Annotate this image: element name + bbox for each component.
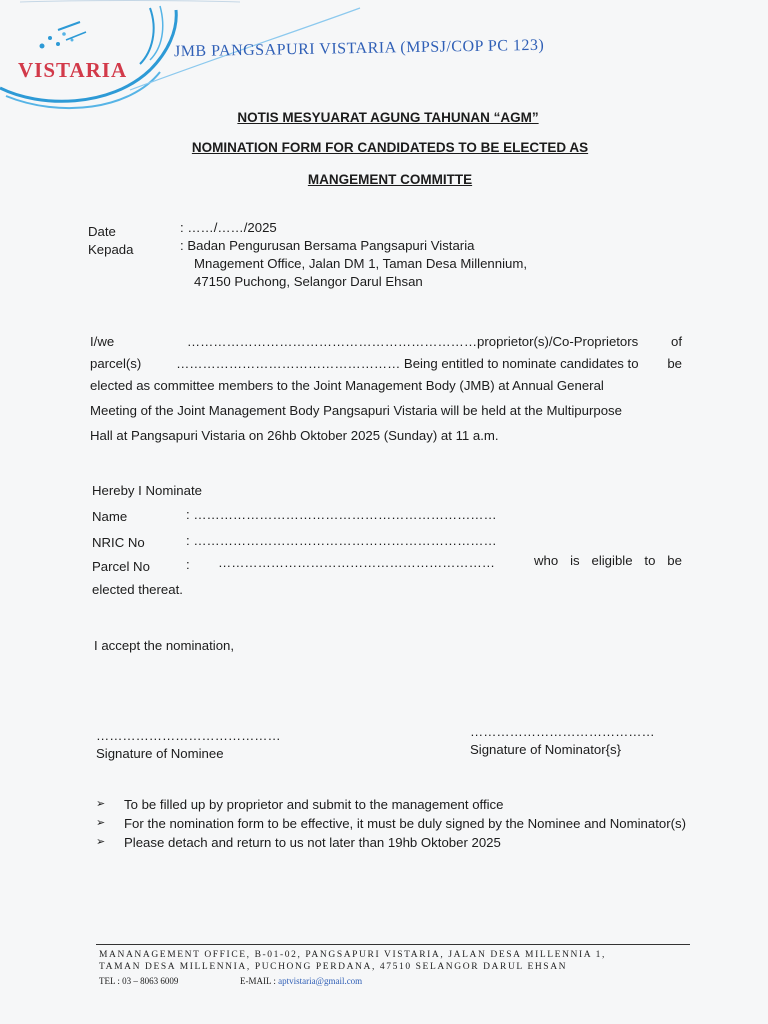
- nominate-intro: Hereby I Nominate: [92, 483, 202, 498]
- footer-divider: [96, 944, 690, 945]
- of-word: of: [670, 334, 682, 349]
- recipient-line-3: 47150 Puchong, Selangor Darul Ehsan: [194, 274, 423, 289]
- arrow-bullet-icon: ➢: [96, 817, 106, 829]
- kepada-label: Kepada: [88, 242, 134, 257]
- eligible-word-2: is: [570, 553, 580, 568]
- paragraph-line-1: [90, 334, 682, 349]
- nominee-signature-line: ……………………………………: [96, 728, 281, 743]
- eligible-word-3: eligible: [591, 553, 633, 568]
- iwe-label: I/we: [90, 334, 115, 349]
- notice-title: NOTIS MESYUARAT AGUNG TAHUNAN “AGM”: [237, 110, 539, 125]
- arrow-bullet-icon: ➢: [96, 798, 106, 810]
- parcel-no-colon: :: [186, 557, 190, 572]
- organization-title: JMB PANGSAPURI VISTARIA (MPSJ/COP PC 123): [173, 36, 545, 61]
- date-label: Date: [88, 224, 116, 239]
- eligible-text: [534, 553, 682, 568]
- eligible-word-5: be: [667, 553, 682, 568]
- footer-address-line-2: TAMAN DESA MILLENNIA, PUCHONG PERDANA, 47510 SELANGOR DARUL EHSAN: [99, 962, 568, 972]
- date-value: : ……/……/2025: [180, 220, 277, 235]
- footer-email: [240, 976, 362, 986]
- be-word: be: [667, 356, 682, 371]
- name-label: Name: [92, 509, 128, 524]
- footer-telephone: TEL : 03 – 8063 6009: [99, 976, 179, 986]
- nominee-signature-label: Signature of Nominee: [96, 746, 224, 761]
- paragraph-line-2: [90, 356, 682, 371]
- eligible-word-1: who: [534, 553, 559, 568]
- paragraph-line-3: elected as committee members to the Joint Management Body (JMB) at Annual General: [90, 378, 604, 393]
- recipient-line-2: Mnagement Office, Jalan DM 1, Taman Desa Millennium,: [194, 256, 528, 271]
- instructions-list: [96, 796, 688, 853]
- eligible-word-4: to: [644, 553, 656, 568]
- logo-text: VISTARIA: [18, 58, 128, 82]
- nric-blank: : ……………………………………………………………: [186, 533, 497, 548]
- name-blank: : ……………………………………………………………: [186, 507, 497, 522]
- instruction-item: [96, 815, 688, 832]
- email-label: E-MAIL :: [240, 976, 276, 986]
- arrow-bullet-icon: ➢: [96, 836, 106, 848]
- instruction-item: [96, 796, 688, 813]
- footer-address-line-1: MANANAGEMENT OFFICE, B-01-02, PANGSAPURI VISTARIA, JALAN DESA MILLENNIA 1,: [99, 950, 606, 960]
- instruction-item: [96, 834, 688, 851]
- parcel-no-label: Parcel No: [92, 559, 150, 574]
- parcel-label: parcel(s): [90, 356, 142, 371]
- form-title: NOMINATION FORM FOR CANDIDATEDS TO BE ELECTED AS: [191, 140, 589, 155]
- paragraph-line-5: Hall at Pangsapuri Vistaria on 26hb Oktober 2025 (Sunday) at 11 a.m.: [90, 428, 499, 443]
- nric-label: NRIC No: [92, 535, 145, 550]
- recipient-line-1: : Badan Pengurusan Bersama Pangsapuri Vistaria: [180, 238, 475, 253]
- nominator-signature-line: ……………………………………: [470, 724, 655, 739]
- instruction-text: For the nomination form to be effective, it must be duly signed by the Nominee and Nominator(s): [124, 816, 686, 831]
- elected-thereat: elected thereat.: [92, 582, 183, 597]
- instruction-text: To be filled up by proprietor and submit to the management office: [124, 797, 504, 812]
- email-value: aptvistaria@gmail.com: [278, 976, 363, 986]
- parcel-no-blank: ………………………………………………………: [218, 555, 495, 570]
- instruction-text: Please detach and return to us not later than 19hb Oktober 2025: [124, 835, 501, 850]
- accept-statement: I accept the nomination,: [94, 638, 235, 653]
- form-subtitle: MANGEMENT COMMITTE: [307, 172, 473, 187]
- paragraph-line-4: Meeting of the Joint Management Body Pangsapuri Vistaria will be held at the Multipurpose: [90, 403, 622, 418]
- proprietor-blank: …………………………………………………………proprietor(s)/Co-Proprietors: [186, 334, 639, 349]
- nominator-signature-label: Signature of Nominator{s}: [470, 742, 622, 757]
- parcel-blank: …………………………………………… Being entitled to nominate candidates to: [176, 356, 639, 371]
